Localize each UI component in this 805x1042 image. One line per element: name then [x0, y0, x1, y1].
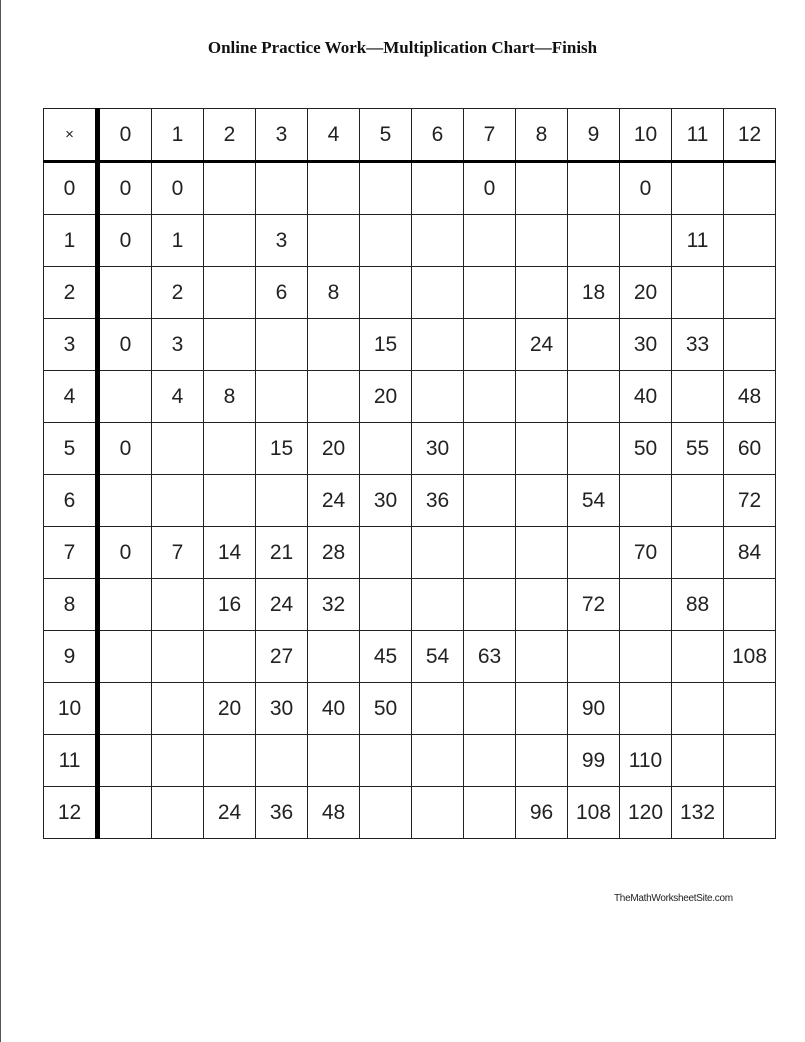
- column-header: 5: [360, 109, 412, 162]
- column-header: 3: [256, 109, 308, 162]
- table-row: [44, 371, 776, 423]
- product-cell[interactable]: 15: [256, 423, 308, 475]
- product-cell[interactable]: [412, 787, 464, 839]
- product-cell[interactable]: [152, 631, 204, 683]
- product-cell[interactable]: 24: [308, 475, 360, 527]
- product-cell[interactable]: [412, 735, 464, 787]
- product-cell[interactable]: 27: [256, 631, 308, 683]
- row-header: 4: [44, 371, 98, 423]
- product-cell[interactable]: 88: [672, 579, 724, 631]
- row-header: 9: [44, 631, 98, 683]
- product-cell[interactable]: [98, 371, 152, 423]
- product-cell[interactable]: 120: [620, 787, 672, 839]
- product-cell[interactable]: 16: [204, 579, 256, 631]
- product-cell[interactable]: [308, 215, 360, 267]
- row-header: 8: [44, 579, 98, 631]
- product-cell[interactable]: [620, 579, 672, 631]
- product-cell[interactable]: [152, 683, 204, 735]
- product-cell[interactable]: [204, 162, 256, 215]
- row-header: 11: [44, 735, 98, 787]
- product-cell[interactable]: 54: [568, 475, 620, 527]
- product-cell[interactable]: [360, 579, 412, 631]
- product-cell[interactable]: 96: [516, 787, 568, 839]
- product-cell[interactable]: [516, 735, 568, 787]
- product-cell[interactable]: 50: [360, 683, 412, 735]
- row-header: 10: [44, 683, 98, 735]
- table-row: [44, 475, 776, 527]
- product-cell[interactable]: 72: [724, 475, 776, 527]
- product-cell[interactable]: [204, 215, 256, 267]
- product-cell[interactable]: [724, 683, 776, 735]
- product-cell[interactable]: [360, 423, 412, 475]
- product-cell[interactable]: [204, 319, 256, 371]
- product-cell[interactable]: [152, 579, 204, 631]
- product-cell[interactable]: 0: [620, 162, 672, 215]
- product-cell[interactable]: 21: [256, 527, 308, 579]
- product-cell[interactable]: 18: [568, 267, 620, 319]
- product-cell[interactable]: 8: [308, 267, 360, 319]
- product-cell[interactable]: [204, 475, 256, 527]
- product-cell[interactable]: [152, 787, 204, 839]
- column-header: 6: [412, 109, 464, 162]
- product-cell[interactable]: [204, 423, 256, 475]
- column-header: 8: [516, 109, 568, 162]
- product-cell[interactable]: 11: [672, 215, 724, 267]
- product-cell[interactable]: [724, 787, 776, 839]
- product-cell[interactable]: [516, 683, 568, 735]
- product-cell[interactable]: 108: [724, 631, 776, 683]
- product-cell[interactable]: [464, 267, 516, 319]
- row-header: 7: [44, 527, 98, 579]
- product-cell[interactable]: [672, 527, 724, 579]
- product-cell[interactable]: 15: [360, 319, 412, 371]
- product-cell[interactable]: [98, 267, 152, 319]
- product-cell[interactable]: 8: [204, 371, 256, 423]
- row-header: 2: [44, 267, 98, 319]
- product-cell[interactable]: [412, 267, 464, 319]
- product-cell[interactable]: [412, 215, 464, 267]
- product-cell[interactable]: 24: [516, 319, 568, 371]
- product-cell[interactable]: 63: [464, 631, 516, 683]
- product-cell[interactable]: [464, 579, 516, 631]
- column-header: 7: [464, 109, 516, 162]
- product-cell[interactable]: [464, 371, 516, 423]
- row-header: 6: [44, 475, 98, 527]
- table-row: [44, 267, 776, 319]
- product-cell[interactable]: [98, 631, 152, 683]
- product-cell[interactable]: [308, 319, 360, 371]
- product-cell[interactable]: [256, 735, 308, 787]
- product-cell[interactable]: 30: [412, 423, 464, 475]
- product-cell[interactable]: [204, 735, 256, 787]
- product-cell[interactable]: 3: [152, 319, 204, 371]
- product-cell[interactable]: [98, 787, 152, 839]
- product-cell[interactable]: 54: [412, 631, 464, 683]
- product-cell[interactable]: [464, 423, 516, 475]
- table-row: [44, 319, 776, 371]
- product-cell[interactable]: [516, 371, 568, 423]
- product-cell[interactable]: 40: [620, 371, 672, 423]
- product-cell[interactable]: [412, 319, 464, 371]
- product-cell[interactable]: [724, 162, 776, 215]
- product-cell[interactable]: 60: [724, 423, 776, 475]
- product-cell[interactable]: 40: [308, 683, 360, 735]
- row-header: 12: [44, 787, 98, 839]
- product-cell[interactable]: [672, 631, 724, 683]
- table-row: [44, 787, 776, 839]
- product-cell[interactable]: 0: [98, 215, 152, 267]
- product-cell[interactable]: [568, 319, 620, 371]
- product-cell[interactable]: [360, 162, 412, 215]
- product-cell[interactable]: 45: [360, 631, 412, 683]
- product-cell[interactable]: [672, 735, 724, 787]
- product-cell[interactable]: 0: [98, 423, 152, 475]
- table-row: [44, 631, 776, 683]
- table-row: [44, 735, 776, 787]
- product-cell[interactable]: [256, 475, 308, 527]
- product-cell[interactable]: 24: [256, 579, 308, 631]
- product-cell[interactable]: [568, 371, 620, 423]
- product-cell[interactable]: 4: [152, 371, 204, 423]
- product-cell[interactable]: 48: [308, 787, 360, 839]
- table-row: [44, 683, 776, 735]
- product-cell[interactable]: [308, 735, 360, 787]
- product-cell[interactable]: [672, 267, 724, 319]
- product-cell[interactable]: [464, 215, 516, 267]
- product-cell[interactable]: 108: [568, 787, 620, 839]
- row-header: 3: [44, 319, 98, 371]
- product-cell[interactable]: [412, 527, 464, 579]
- product-cell[interactable]: [308, 631, 360, 683]
- product-cell[interactable]: 50: [620, 423, 672, 475]
- table-row: [44, 423, 776, 475]
- product-cell[interactable]: 0: [98, 162, 152, 215]
- product-cell[interactable]: [256, 162, 308, 215]
- product-cell[interactable]: [308, 371, 360, 423]
- table-row: [44, 579, 776, 631]
- product-cell[interactable]: 55: [672, 423, 724, 475]
- product-cell[interactable]: [620, 215, 672, 267]
- product-cell[interactable]: 0: [98, 319, 152, 371]
- product-cell[interactable]: 28: [308, 527, 360, 579]
- product-cell[interactable]: [152, 735, 204, 787]
- product-cell[interactable]: [516, 162, 568, 215]
- product-cell[interactable]: [516, 267, 568, 319]
- product-cell[interactable]: [724, 215, 776, 267]
- column-header: 11: [672, 109, 724, 162]
- product-cell[interactable]: [98, 683, 152, 735]
- product-cell[interactable]: 20: [360, 371, 412, 423]
- product-cell[interactable]: [412, 162, 464, 215]
- product-cell[interactable]: 33: [672, 319, 724, 371]
- product-cell[interactable]: 84: [724, 527, 776, 579]
- product-cell[interactable]: [464, 475, 516, 527]
- product-cell[interactable]: [568, 162, 620, 215]
- product-cell[interactable]: 36: [412, 475, 464, 527]
- product-cell[interactable]: [464, 527, 516, 579]
- product-cell[interactable]: [360, 215, 412, 267]
- product-cell[interactable]: [360, 735, 412, 787]
- product-cell[interactable]: [672, 683, 724, 735]
- column-header-row: [44, 109, 776, 162]
- product-cell[interactable]: [204, 631, 256, 683]
- product-cell[interactable]: [516, 475, 568, 527]
- product-cell[interactable]: [516, 631, 568, 683]
- product-cell[interactable]: 30: [620, 319, 672, 371]
- product-cell[interactable]: [516, 423, 568, 475]
- site-credit: TheMathWorksheetSite.com: [614, 893, 733, 904]
- product-cell[interactable]: 20: [204, 683, 256, 735]
- product-cell[interactable]: [360, 267, 412, 319]
- table-row: [44, 215, 776, 267]
- product-cell[interactable]: [152, 475, 204, 527]
- product-cell[interactable]: 6: [256, 267, 308, 319]
- product-cell[interactable]: [360, 787, 412, 839]
- product-cell[interactable]: [464, 683, 516, 735]
- table-row: [44, 162, 776, 215]
- multiplication-chart: [43, 108, 776, 839]
- product-cell[interactable]: 32: [308, 579, 360, 631]
- product-cell[interactable]: [98, 475, 152, 527]
- product-cell[interactable]: [464, 319, 516, 371]
- product-cell[interactable]: [98, 735, 152, 787]
- product-cell[interactable]: 2: [152, 267, 204, 319]
- product-cell[interactable]: 70: [620, 527, 672, 579]
- product-cell[interactable]: [412, 371, 464, 423]
- product-cell[interactable]: [724, 267, 776, 319]
- product-cell[interactable]: 7: [152, 527, 204, 579]
- product-cell[interactable]: [568, 631, 620, 683]
- product-cell[interactable]: 36: [256, 787, 308, 839]
- product-cell[interactable]: 0: [464, 162, 516, 215]
- product-cell[interactable]: 20: [308, 423, 360, 475]
- product-cell[interactable]: [724, 735, 776, 787]
- product-cell[interactable]: 48: [724, 371, 776, 423]
- product-cell[interactable]: 0: [152, 162, 204, 215]
- product-cell[interactable]: 72: [568, 579, 620, 631]
- product-cell[interactable]: [152, 423, 204, 475]
- column-header: 9: [568, 109, 620, 162]
- product-cell[interactable]: [412, 579, 464, 631]
- product-cell[interactable]: 110: [620, 735, 672, 787]
- product-cell[interactable]: 30: [256, 683, 308, 735]
- page-edge: [0, 0, 1, 1042]
- product-cell[interactable]: [724, 319, 776, 371]
- corner-times-symbol: ×: [44, 109, 98, 162]
- product-cell[interactable]: [672, 371, 724, 423]
- product-cell[interactable]: [360, 527, 412, 579]
- column-header: 0: [98, 109, 152, 162]
- product-cell[interactable]: [620, 475, 672, 527]
- product-cell[interactable]: [308, 162, 360, 215]
- product-cell[interactable]: [568, 423, 620, 475]
- product-cell[interactable]: [724, 579, 776, 631]
- product-cell[interactable]: 132: [672, 787, 724, 839]
- product-cell[interactable]: [516, 215, 568, 267]
- column-header: 12: [724, 109, 776, 162]
- product-cell[interactable]: [672, 162, 724, 215]
- product-cell[interactable]: 3: [256, 215, 308, 267]
- row-header: 5: [44, 423, 98, 475]
- product-cell[interactable]: 0: [98, 527, 152, 579]
- product-cell[interactable]: [516, 527, 568, 579]
- product-cell[interactable]: 30: [360, 475, 412, 527]
- product-cell[interactable]: 14: [204, 527, 256, 579]
- product-cell[interactable]: [256, 371, 308, 423]
- product-cell[interactable]: [464, 787, 516, 839]
- column-header: 2: [204, 109, 256, 162]
- product-cell[interactable]: [516, 579, 568, 631]
- product-cell[interactable]: 20: [620, 267, 672, 319]
- product-cell[interactable]: [672, 475, 724, 527]
- product-cell[interactable]: 1: [152, 215, 204, 267]
- row-header: 1: [44, 215, 98, 267]
- column-header: 1: [152, 109, 204, 162]
- product-cell[interactable]: [204, 267, 256, 319]
- product-cell[interactable]: 24: [204, 787, 256, 839]
- worksheet-title: Online Practice Work—Multiplication Chart—Finish: [207, 38, 598, 57]
- column-header: 4: [308, 109, 360, 162]
- product-cell[interactable]: [620, 683, 672, 735]
- product-cell[interactable]: [568, 527, 620, 579]
- product-cell[interactable]: 99: [568, 735, 620, 787]
- product-cell[interactable]: [464, 735, 516, 787]
- column-header: 10: [620, 109, 672, 162]
- product-cell[interactable]: [412, 683, 464, 735]
- product-cell[interactable]: [98, 579, 152, 631]
- product-cell[interactable]: [568, 215, 620, 267]
- row-header: 0: [44, 162, 98, 215]
- product-cell[interactable]: [256, 319, 308, 371]
- product-cell[interactable]: 90: [568, 683, 620, 735]
- product-cell[interactable]: [620, 631, 672, 683]
- table-row: [44, 527, 776, 579]
